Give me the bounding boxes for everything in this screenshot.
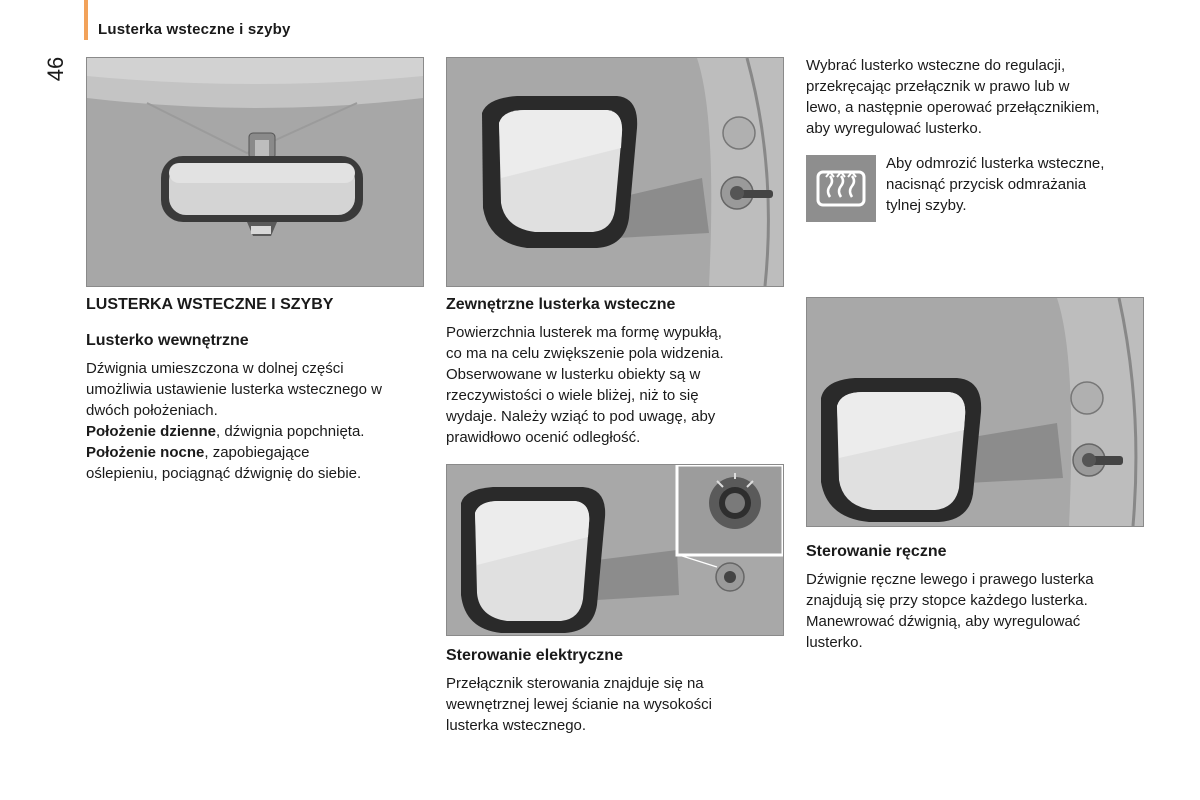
text-line: dwóch położeniach. bbox=[86, 402, 218, 419]
day-position-label: Położenie dzienne bbox=[86, 423, 217, 440]
night-position-label: Położenie nocne bbox=[86, 444, 205, 461]
text-line: tylnej szyby. bbox=[886, 197, 967, 214]
day-position-desc: , dźwignia popchnięta. bbox=[216, 423, 365, 440]
exterior-mirror-illustration bbox=[446, 57, 784, 287]
electric-mirror-control-illustration bbox=[446, 464, 784, 636]
night-position-desc: , zapobiegające bbox=[204, 444, 310, 461]
text-line: Powierzchnia lusterek ma formę wypukłą, bbox=[446, 324, 722, 341]
header-accent-bar bbox=[84, 0, 88, 40]
exterior-mirror-text bbox=[446, 322, 791, 448]
text-line: nacisnąć przycisk odmrażania bbox=[886, 176, 1087, 193]
interior-mirror-text bbox=[86, 358, 426, 484]
text-line: lusterko. bbox=[806, 634, 863, 651]
text-line: prawidłowo ocenić odległość. bbox=[446, 429, 641, 446]
text-line: Aby odmrozić lusterka wsteczne, bbox=[886, 155, 1105, 172]
text-line: lusterka wstecznego. bbox=[446, 717, 587, 734]
text-line: Dźwignie ręczne lewego i prawego lusterka bbox=[806, 571, 1094, 588]
text-line: przekręcając przełącznik w prawo lub w bbox=[806, 78, 1070, 95]
exterior-mirror-heading: Zewnętrzne lusterka wsteczne bbox=[446, 296, 676, 313]
text-line: znajdują się przy stopce każdego lusterka. bbox=[806, 592, 1088, 609]
text-line: umożliwia ustawienie lusterka wstecznego w bbox=[86, 381, 382, 398]
manual-mirror-control-illustration bbox=[806, 297, 1144, 527]
rear-defrost-icon bbox=[806, 155, 876, 222]
text-line: aby wyregulować lusterko. bbox=[806, 120, 982, 137]
defrost-text bbox=[886, 153, 1176, 216]
section-title: LUSTERKA WSTECZNE I SZYBY bbox=[86, 296, 334, 313]
text-line: Manewrować dźwignią, aby wyregulować bbox=[806, 613, 1081, 630]
text-line: Przełącznik sterowania znajduje się na bbox=[446, 675, 704, 692]
text-line: wewnętrznej lewej ścianie na wysokości bbox=[446, 696, 712, 713]
electric-control-heading: Sterowanie elektryczne bbox=[446, 647, 623, 664]
text-line: wydaje. Należy wziąć to pod uwagę, aby bbox=[446, 408, 716, 425]
page-header-title: Lusterka wsteczne i szyby bbox=[98, 21, 291, 38]
manual-control-text bbox=[806, 569, 1166, 653]
text-line: Wybrać lusterko wsteczne do regulacji, bbox=[806, 57, 1066, 74]
text-line: co ma na celu zwiększenie pola widzenia. bbox=[446, 345, 724, 362]
night-position-line bbox=[86, 442, 426, 463]
text-line: oślepieniu, pociągnąć dźwignię do siebie. bbox=[86, 465, 362, 482]
text-line: Obserwowane w lusterku obiekty są w bbox=[446, 366, 701, 383]
manual-control-heading: Sterowanie ręczne bbox=[806, 543, 947, 560]
interior-mirror-heading: Lusterko wewnętrzne bbox=[86, 332, 249, 349]
interior-mirror-illustration bbox=[86, 57, 424, 287]
page-number: 46 bbox=[43, 56, 68, 82]
text-line: Dźwignia umieszczona w dolnej części bbox=[86, 360, 344, 377]
electric-control-text bbox=[446, 673, 791, 736]
text-line: lewo, a następnie operować przełącznikiem, bbox=[806, 99, 1100, 116]
day-position-line bbox=[86, 421, 426, 442]
text-line: rzeczywistości o wiele bliżej, niż to się bbox=[446, 387, 699, 404]
mirror-select-text bbox=[806, 55, 1166, 139]
